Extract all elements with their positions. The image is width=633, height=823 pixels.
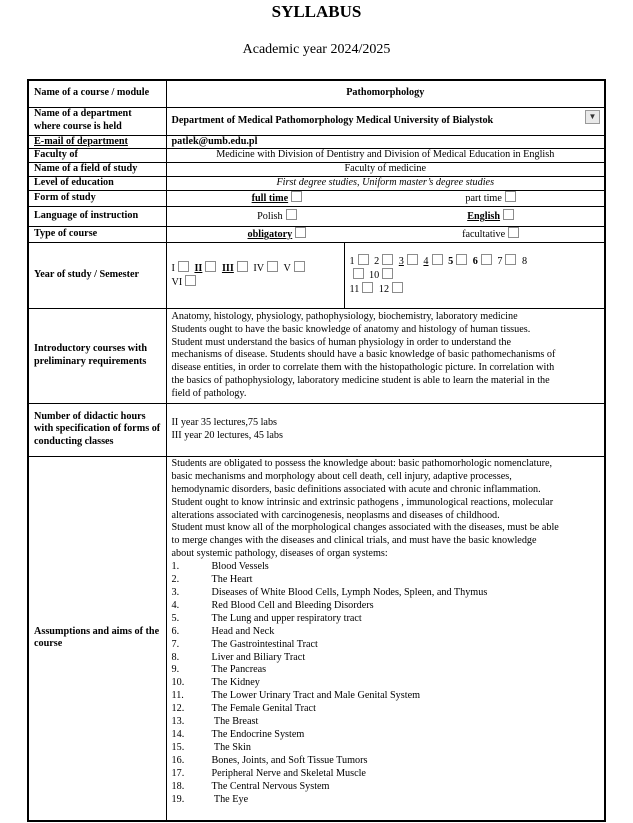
semester-10-checkbox[interactable] [382, 268, 393, 279]
form-label: Form of study [28, 191, 166, 207]
list-item-text: The Lower Urinary Tract and Male Genital System [211, 690, 421, 702]
list-item-text: The Eye [211, 793, 249, 805]
list-item [172, 574, 600, 587]
hours-line: II year 35 lectures,75 labs [171, 417, 278, 429]
semester-12-checkbox[interactable] [392, 282, 403, 293]
year-II-checkbox[interactable] [205, 261, 216, 272]
list-item-text: The Pancreas [211, 664, 267, 676]
full-time-checkbox[interactable] [291, 191, 302, 202]
list-item-number: 17. [171, 767, 185, 779]
department-label: Name of a department where course is held [28, 107, 166, 135]
list-item-text: The Breast [211, 716, 259, 728]
list-item [172, 755, 600, 768]
semester-1-checkbox[interactable] [358, 254, 369, 265]
list-item [172, 768, 600, 781]
year-semester-label: Year of study / Semester [28, 242, 166, 308]
list-item-text: Peripheral Nerve and Skeletal Muscle [211, 767, 366, 779]
level-label: Level of education [28, 177, 166, 191]
list-item-number: 7. [171, 638, 180, 650]
list-item-number: 12. [171, 703, 185, 715]
semester-5-checkbox[interactable] [456, 254, 467, 265]
list-item [172, 794, 600, 807]
semesters-group [345, 243, 605, 308]
intro-line: disease entities, in order to correlate them with the histopathologic picture. In correlation with [171, 362, 555, 374]
document-title: SYLLABUS [271, 2, 362, 21]
form-options [166, 191, 605, 207]
semester-8: 8 [521, 256, 528, 268]
list-item-number: 13. [171, 716, 185, 728]
list-item [172, 703, 600, 716]
aims-line: to merge changes with the diseases and clinical trials, and must have the basic knowledge [171, 535, 537, 547]
years-group [167, 243, 345, 308]
semester-6-checkbox[interactable] [481, 254, 492, 265]
list-item-text: Blood Vessels [211, 561, 269, 573]
list-item [172, 626, 600, 639]
semester-4: 4 [423, 256, 429, 268]
semester-5: 5 [448, 256, 454, 268]
list-item-number: 10. [171, 677, 185, 689]
hours-text [166, 403, 605, 456]
list-item-number: 6. [171, 625, 180, 637]
type-options [166, 227, 605, 243]
list-item [172, 600, 600, 613]
year-II: II [194, 262, 203, 274]
list-item [172, 639, 600, 652]
aims-line: alterations associated with carcinogenesis, neoplasms and diseases of childhood. [171, 509, 500, 521]
row-language [28, 207, 605, 227]
row-field [28, 163, 605, 177]
language-option-polish: Polish [257, 211, 283, 223]
aims-line: hemodynamic disorders, basic definitions associated with acute and chronic inflammation. [171, 483, 541, 495]
list-item-text: The Skin [211, 741, 251, 753]
hours-line: III year 20 lectures, 45 labs [171, 429, 283, 441]
list-item-number: 18. [171, 780, 185, 792]
semester-6: 6 [472, 256, 478, 268]
year-I: I [171, 262, 175, 274]
row-form [28, 191, 605, 207]
intro-label: Introductory courses with preliminary requirements [28, 308, 166, 403]
semester-3: 3 [398, 256, 404, 268]
aims-label: Assumptions and aims of the course [28, 456, 166, 821]
aims-line: basic mechanisms and morphology about cell death, cell injury, adaptive processes, [171, 470, 512, 482]
list-item-number: 5. [171, 612, 180, 624]
row-course-name [28, 80, 605, 107]
form-option-part-time: part time [465, 193, 502, 205]
semester-2-checkbox[interactable] [382, 254, 393, 265]
course-name-value: Pathomorphology [166, 80, 605, 107]
row-year-semester [28, 242, 605, 308]
aims-line: about systemic pathology, diseases of organ systems: [171, 548, 388, 560]
list-item [172, 690, 600, 703]
hours-label: Number of didactic hours with specification of forms of conducting classes [28, 403, 166, 456]
list-item-number: 19. [171, 793, 185, 805]
semester-8-checkbox[interactable] [353, 268, 364, 279]
facultative-checkbox[interactable] [508, 227, 519, 238]
semester-7: 7 [497, 256, 503, 268]
semester-7-checkbox[interactable] [505, 254, 516, 265]
list-item-number: 3. [171, 587, 180, 598]
intro-line: the basics of pathophysiology, laboratory medicine student is able to learn the material in the [171, 375, 550, 387]
list-item-number: 15. [171, 741, 185, 753]
level-value: First degree studies, Uniform master’s degree studies [166, 177, 605, 191]
semester-1: 1 [349, 256, 355, 268]
faculty-label: Faculty of [28, 149, 166, 163]
intro-line: mechanisms of disease. Students should have a basic knowledge of basic pathomechanisms of [171, 349, 556, 361]
intro-line: Anatomy, histology, physiology, pathophysiology, biochemistry, laboratory medicine [171, 310, 518, 322]
intro-line: field of pathology. [171, 388, 247, 400]
english-checkbox[interactable] [503, 209, 514, 220]
year-IV: IV [253, 262, 265, 274]
semester-4-checkbox[interactable] [432, 254, 443, 265]
list-item-text: Red Blood Cell and Bleeding Disorders [211, 599, 374, 611]
row-email [28, 135, 605, 149]
semester-3-checkbox[interactable] [407, 254, 418, 265]
semester-10: 10 [369, 270, 380, 282]
year-I-checkbox[interactable] [178, 261, 189, 272]
intro-line: Student must understand the basics of human physiology in order to understand the [171, 336, 512, 348]
aims-line: Student ought to know intrinsic and extrinsic pathogens , immunological reactions, molecular [171, 496, 554, 508]
list-item-text: The Endocrine System [211, 728, 305, 740]
list-item-text: The Gastrointestinal Tract [211, 638, 318, 650]
row-level [28, 177, 605, 191]
list-item [172, 652, 600, 665]
year-IV-checkbox[interactable] [267, 261, 278, 272]
aims-line: Student must know all of the morphological changes associated with the diseases, must be able [171, 522, 559, 534]
year-V: V [283, 262, 291, 274]
row-faculty [28, 149, 605, 163]
list-item-number: 8. [171, 651, 180, 663]
list-item [172, 613, 600, 626]
list-item-number: 9. [171, 664, 180, 676]
list-item-text: Liver and Biliary Tract [211, 651, 306, 663]
row-intro [28, 308, 605, 403]
list-item [172, 587, 600, 600]
list-item-number: 1. [171, 561, 180, 573]
syllabus-table [27, 79, 606, 822]
list-item [172, 561, 600, 574]
field-value: Faculty of medicine [166, 163, 605, 177]
year-VI-checkbox[interactable] [185, 275, 196, 286]
list-item-text: The Heart [211, 574, 253, 586]
list-item-number: 16. [171, 754, 185, 766]
organ-systems-list [172, 561, 600, 806]
list-item-text: Diseases of White Blood Cells, Lymph Nodes, Spleen, and Thymus [211, 587, 488, 598]
year-semester-cell [166, 242, 605, 308]
list-item-number: 2. [171, 574, 180, 586]
department-cell [166, 107, 605, 135]
list-item-number: 4. [171, 599, 180, 611]
course-name-label: Name of a course / module [28, 80, 166, 107]
part-time-checkbox[interactable] [505, 191, 516, 202]
list-item-text: The Kidney [211, 677, 260, 689]
list-item-text: The Lung and upper respiratory tract [211, 612, 362, 624]
semester-11: 11 [349, 284, 360, 296]
year-III: III [221, 262, 234, 274]
language-label: Language of instruction [28, 207, 166, 227]
list-item [172, 664, 600, 677]
intro-line: Students ought to have the basic knowledge of anatomy and histology of human tissues. [171, 323, 531, 335]
aims-paragraph [172, 458, 600, 561]
list-item [172, 716, 600, 729]
list-item [172, 677, 600, 690]
email-label: E-mail of department [28, 135, 166, 149]
list-item-text: The Female Genital Tract [211, 703, 316, 715]
row-aims [28, 456, 605, 821]
list-item-number: 11. [171, 690, 184, 702]
aims-text [166, 456, 605, 821]
list-item-number: 14. [171, 728, 185, 740]
list-item [172, 742, 600, 755]
polish-checkbox[interactable] [286, 209, 297, 220]
list-item-text: Bones, Joints, and Soft Tissue Tumors [211, 754, 368, 766]
list-item-text: Head and Neck [211, 625, 275, 637]
obligatory-checkbox[interactable] [295, 227, 306, 238]
list-item-text: The Central Nervous System [211, 780, 330, 792]
department-value: Department of Medical Pathomorphology Medical University of Bialystok [171, 114, 494, 126]
language-options [166, 207, 605, 227]
semester-12: 12 [378, 284, 390, 296]
language-option-english: English [467, 211, 501, 223]
row-type [28, 227, 605, 243]
intro-text [166, 308, 605, 403]
year-VI: VI [171, 277, 183, 289]
type-option-obligatory: obligatory [247, 229, 293, 241]
semester-11-checkbox[interactable] [362, 282, 373, 293]
year-III-checkbox[interactable] [237, 261, 248, 272]
row-hours [28, 403, 605, 456]
type-option-facultative: facultative [462, 229, 506, 241]
row-department [28, 107, 605, 135]
aims-line: Students are obligated to possess the knowledge about: basic pathomorhologic nomenclature, [171, 457, 553, 469]
email-value[interactable]: patlek@umb.edu.pl [166, 135, 605, 149]
type-label: Type of course [28, 227, 166, 243]
semester-2: 2 [374, 256, 380, 268]
field-label: Name of a field of study [28, 163, 166, 177]
form-option-full-time: full time [251, 193, 289, 205]
dropdown-arrow-icon[interactable]: ▼ [585, 110, 600, 124]
list-item [172, 781, 600, 794]
list-item [172, 729, 600, 742]
year-V-checkbox[interactable] [294, 261, 305, 272]
academic-year: Academic year 2024/2025 [242, 42, 391, 57]
faculty-value: Medicine with Division of Dentistry and Division of Medical Education in English [166, 149, 605, 163]
